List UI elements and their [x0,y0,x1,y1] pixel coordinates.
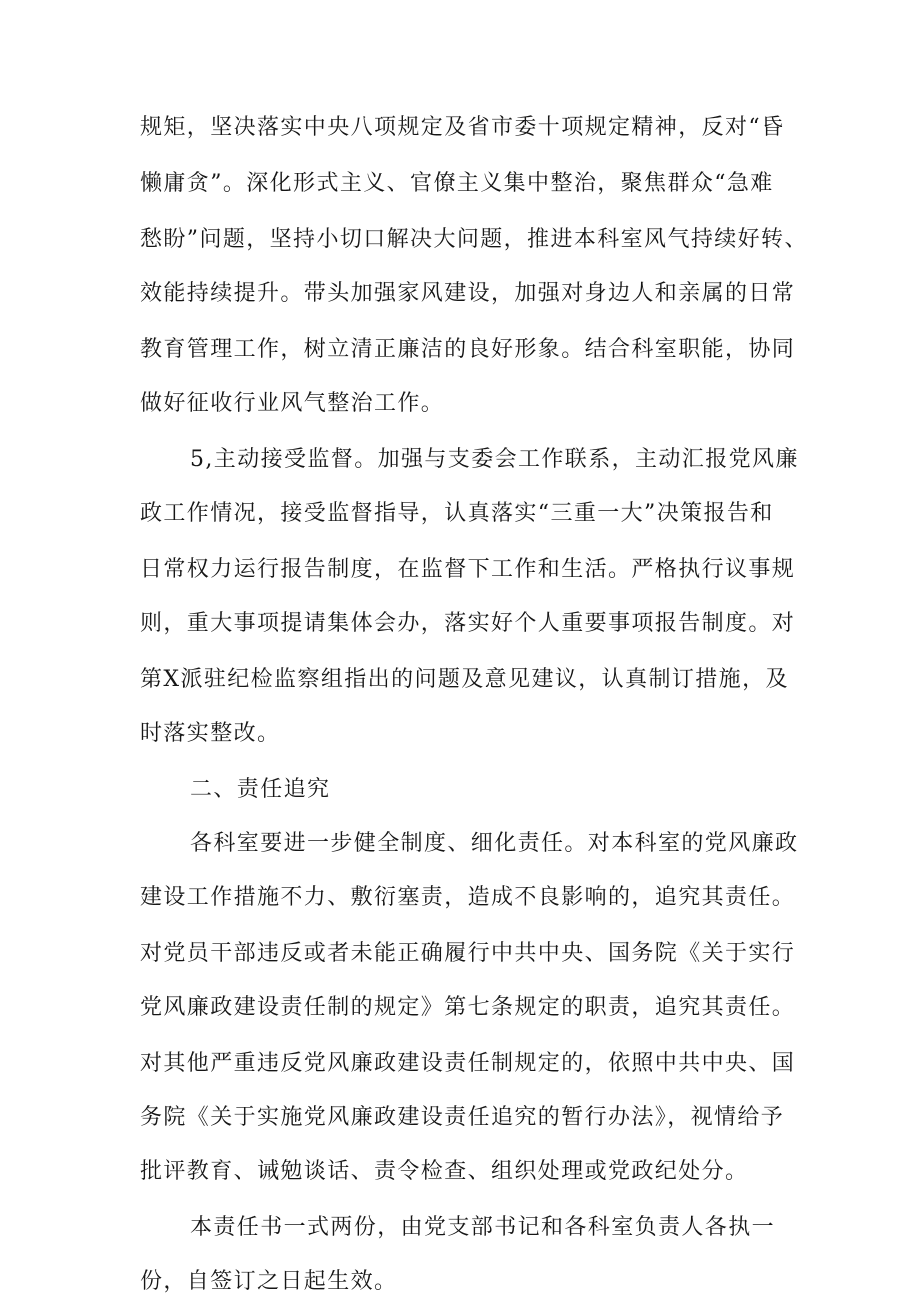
paragraph-line: 规矩，坚决落实中央八项规定及省市委十项规定精神，反对“昏 [140,115,785,140]
paragraph-line: 日常权力运行报告制度，在监督下工作和生活。严格执行议事规 [140,557,796,582]
paragraph-line: 效能持续提升。带头加强家风建设，加强对身边人和亲属的日常 [140,281,796,306]
paragraph-line: 懒庸贪”。深化形式主义、官僚主义集中整治，聚焦群众“急难 [140,171,774,196]
paragraph-line: 时落实整改。 [140,721,281,746]
paragraph-line: 党风廉政建设责任制的规定》第七条规定的职责，追究其责任。 [140,995,796,1020]
paragraph-line: 份，自签订之日起生效。 [140,1269,398,1294]
paragraph-line: 愁盼”问题，坚持小切口解决大问题，推进本科室风气持续好转、 [140,227,808,252]
section-heading: 二、责任追究 [190,777,331,802]
paragraph-line: 建设工作措施不力、敷衍塞责，造成不良影响的，追究其责任。 [140,885,796,910]
paragraph-line: 政工作情况，接受监督指导，认真落实“三重一大”决策报告和 [140,501,774,526]
paragraph-line: 教育管理工作，树立清正廉洁的良好形象。结合科室职能，协同 [140,337,796,362]
paragraph-line: 则，重大事项提请集体会办，落实好个人重要事项报告制度。对 [140,611,796,636]
paragraph-line: 5,主动接受监督。加强与支委会工作联系，主动汇报党风廉 [190,447,799,472]
paragraph-line: 本责任书一式两份，由党支部书记和各科室负责人各执一 [190,1215,776,1240]
paragraph-line: 各科室要进一步健全制度、细化责任。对本科室的党风廉政 [190,831,799,856]
paragraph-line: 批评教育、诫勉谈话、责令检查、组织处理或党政纪处分。 [140,1159,749,1184]
paragraph-line: 第X派驻纪检监察组指出的问题及意见建议，认真制订措施，及 [140,667,789,692]
paragraph-line: 务院《关于实施党风廉政建设责任追究的暂行办法》，视情给予 [140,1105,785,1130]
paragraph-line: 做好征收行业风气整治工作。 [140,391,445,416]
paragraph-line: 对党员干部违反或者未能正确履行中共中央、国务院《关于实行 [140,941,796,966]
paragraph-line: 对其他严重违反党风廉政建设责任制规定的，依照中共中央、国 [140,1051,796,1076]
